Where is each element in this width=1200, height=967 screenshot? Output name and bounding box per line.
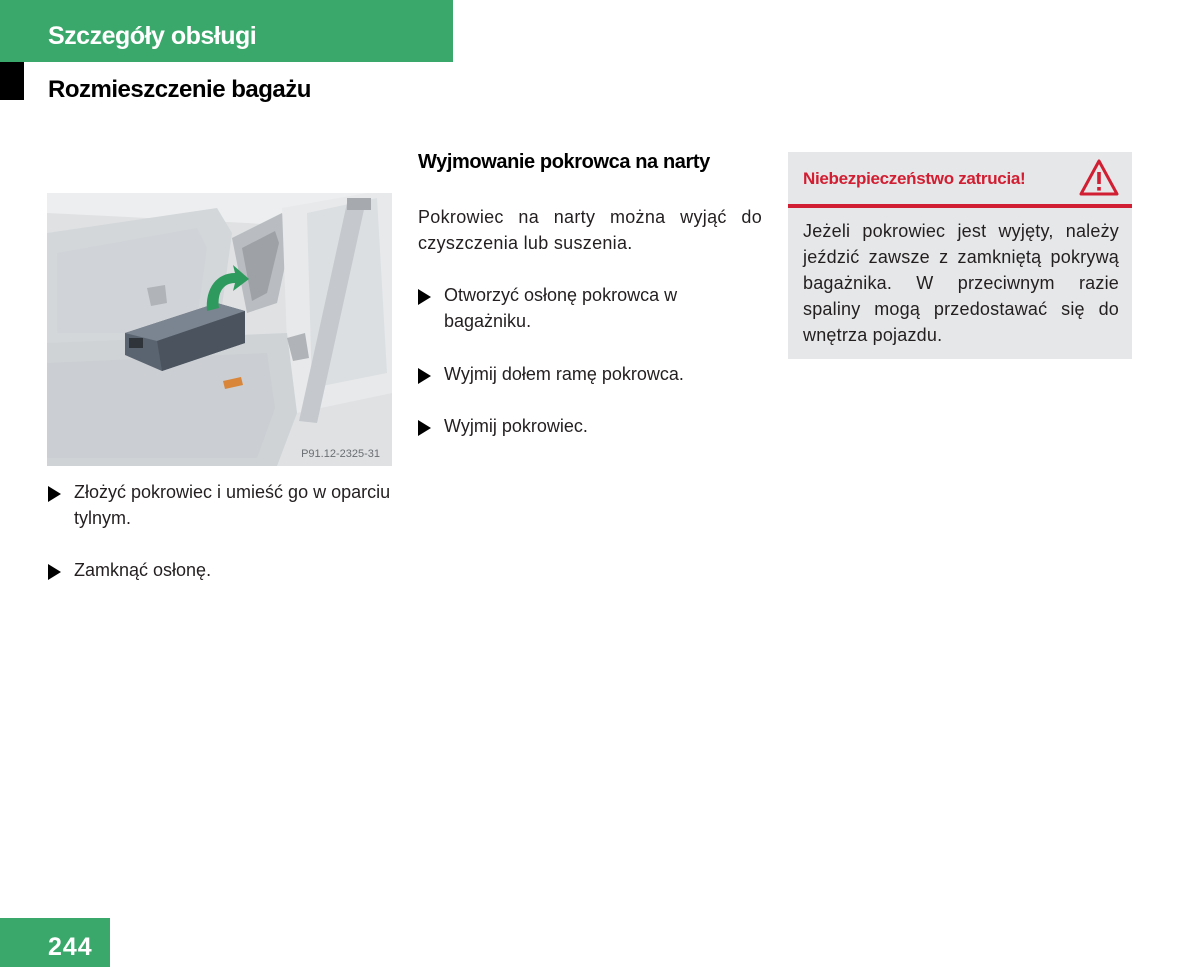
list-item (48, 479, 394, 531)
list-item (418, 361, 762, 387)
section-title: Szczegóły obsługi (48, 22, 257, 50)
bullet-arrow-icon (48, 486, 61, 502)
step-text: Zamknąć osłonę. (74, 560, 212, 580)
step-text: Złożyć pokrowiec i umieść go w oparciu tylnym. (74, 482, 391, 528)
list-item (418, 282, 688, 334)
page-number: 244 (48, 933, 93, 961)
step-text: Wyjmij pokrowiec. (444, 416, 588, 436)
chapter-marker (0, 62, 24, 100)
bullet-arrow-icon (418, 420, 431, 436)
warning-text: Jeżeli pokrowiec jest wyjęty, należy jeździć zawsze z zamkniętą pokrywą bagażnika. W przeciwnym razie spaliny mogą przedostawać się do wnętrza pojazdu. (803, 221, 1119, 345)
warning-divider (788, 204, 1132, 208)
ski-bag-illustration (47, 193, 392, 466)
bullet-arrow-icon (418, 368, 431, 384)
bullet-arrow-icon (418, 289, 431, 305)
bullet-arrow-icon (48, 564, 61, 580)
section-header-bar (0, 0, 453, 62)
list-item (48, 557, 394, 583)
ski-bag-drawing (47, 193, 392, 466)
list-item (418, 413, 762, 439)
intro-paragraph: Pokrowiec na narty można wyjąć do czyszczenia lub suszenia. (418, 207, 762, 253)
page-number-box (0, 918, 110, 967)
step-text: Otworzyć osłonę pokrowca w bagażniku. (444, 285, 678, 331)
warning-title: Niebezpieczeństwo zatrucia! (803, 169, 1026, 188)
section-heading: Wyjmowanie pokrowca na narty (418, 151, 710, 173)
figure-code: P91.12-2325-31 (301, 448, 380, 460)
warning-triangle-icon (1078, 158, 1120, 198)
warning-box (788, 152, 1132, 359)
page-title: Rozmieszczenie bagażu (48, 76, 311, 103)
step-text: Wyjmij dołem ramę pokrowca. (444, 364, 684, 384)
